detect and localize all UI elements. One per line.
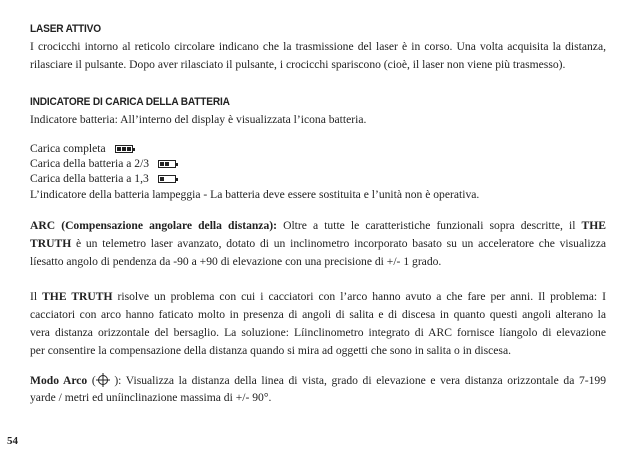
battery-blink-text: L’indicatore della batteria lampeggia - La batteria deve essere sostituita e l’unità non è operativa.	[30, 188, 480, 201]
arc-term: ARC (Compensazione angolare della distanza):	[30, 219, 277, 232]
mode-term: Modo Arco	[30, 374, 88, 387]
truth-text-line: per consentire la compensazione della distanza quando si mira ad oggetti che sono in salita o in discesa.	[30, 344, 511, 357]
truth-text-line: Il THE TRUTH risolve un problema con cui i cacciatori con l’arco hanno avuto a che fare per anni. Il problema: I	[30, 290, 606, 303]
battery-level-label: Carica della batteria a 2/3	[30, 157, 150, 170]
arc-text-line: TRUTH è un telemetro laser avanzato, dotato di un inclinometro incorporato basato su un acceleratore che visualizza	[30, 237, 606, 250]
arc-text-line: ARC (Compensazione angolare della distanza): Oltre a tutte le caratteristiche funzionali sopra descritte, il THE	[30, 219, 606, 232]
mode-text-line: Modo Arco ( ): Visualizza la distanza della linea di vista, grado di elevazione e vera distanza orizzontale da 7-199	[30, 374, 607, 387]
brand-name: THE	[581, 219, 606, 232]
laser-heading: LASER ATTIVO	[30, 23, 101, 35]
arc-text-line: líesatto angolo di pendenza da -90 a +90 di elevazione con una precisione di +/- 1 grado.	[30, 255, 442, 268]
battery-two-thirds-icon	[158, 160, 176, 168]
battery-heading: INDICATORE DI CARICA DELLA BATTERIA	[30, 96, 230, 108]
brand-name: TRUTH	[30, 237, 72, 250]
battery-level-one-third	[30, 172, 176, 186]
brand-name: THE TRUTH	[42, 290, 113, 303]
battery-level-full	[30, 142, 133, 156]
laser-text-line: rilasciare il pulsante. Dopo aver rilasciato il pulsante, i crocicchi spariscono (cioè, il laser non viene più trasmesso).	[30, 58, 566, 71]
battery-level-label: Carica della batteria a 1,3	[30, 172, 149, 185]
truth-text-line: cacciatori con arco hanno faticato molto in presenza di angoli di salita e di discesa in quanto questi angoli alterano la	[30, 308, 606, 321]
battery-one-third-icon	[158, 175, 176, 183]
battery-intro: Indicatore batteria: All’interno del display è visualizzata l’icona batteria.	[30, 113, 367, 126]
page-number: 54	[7, 435, 18, 447]
mode-text-line: yarde / metri ed uníinclinazione massima di +/- 90°.	[30, 391, 272, 404]
battery-level-two-thirds	[30, 157, 176, 171]
battery-full-icon	[115, 145, 133, 153]
battery-level-label: Carica completa	[30, 142, 106, 155]
laser-text-line: I crocicchi intorno al reticolo circolare indicano che la trasmissione del laser è in corso. Una volta acquisita la distanza,	[30, 40, 606, 53]
arc-mode-icon	[96, 373, 110, 387]
truth-text-line: vera distanza orizzontale del bersaglio. La soluzione: Líinclinometro integrato di ARC fornisce líangolo di elevazione	[30, 326, 606, 339]
